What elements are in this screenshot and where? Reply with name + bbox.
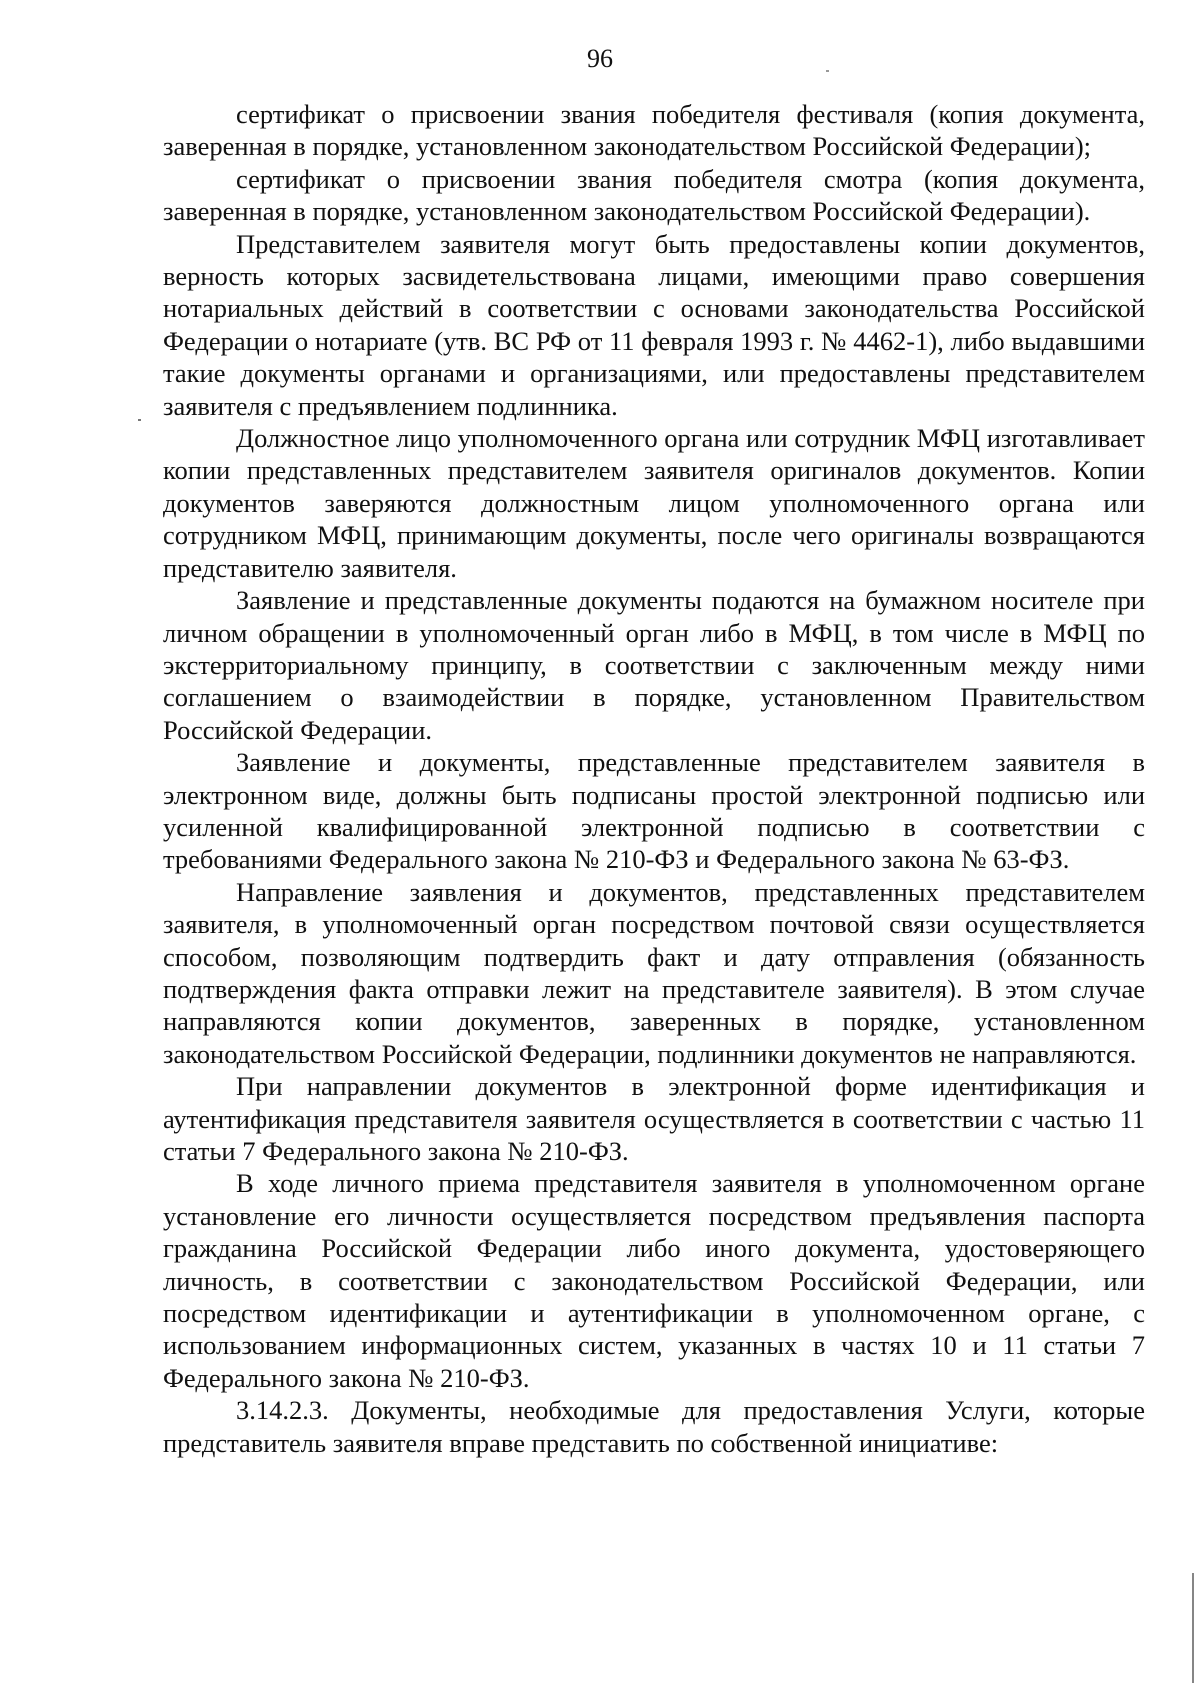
paragraph-electronic-signature: Заявление и документы, представленные представителем заявителя в электронном виде, должны быть подписаны простой электронной подписью или усиленной квалифицированной электронной подписью в соответствии с требованиями Федерального закона № 210-ФЗ и Федерального закона № 63-ФЗ. [163,747,1145,875]
paragraph-section-3-14-2-3: 3.14.2.3. Документы, необходимые для предоставления Услуги, которые представитель заявителя вправе представить по собственной инициативе: [163,1395,1145,1458]
paragraph-copy-certification: Должностное лицо уполномоченного органа или сотрудник МФЦ изготавливает копии представленных представителем заявителя оригиналов документов. Копии документов заверяются должностным лицом уполномоченного органа или сотрудником МФЦ, принимающим документы, после чего оригиналы возвращаются представителю заявителя. [163,423,1145,583]
scan-artifact-dot [826,70,829,72]
paragraph-postal-submission: Направление заявления и документов, представленных представителем заявителя, в уполномоченный орган посредством почтовой связи осуществляется способом, позволяющим подтвердить факт и дату отправления (обязанность подтверждения факта отправки лежит на представителе заявителя). В этом случае направляются копии документов, заверенных в порядке, установленном законодательством Российской Федерации, подлинники документов не направляются. [163,876,1145,1069]
paragraph-personal-reception: В ходе личного приема представителя заявителя в уполномоченном органе установление его личности осуществляется посредством предъявления паспорта гражданина Российской Федерации либо иного документа, удостоверяющего личность, в соответствии с законодательством Российской Федерации, или посредством идентификации и аутентификации в уполномоченном органе, с использованием информационных систем, указанных в частях 10 и 11 статьи 7 Федерального закона № 210-ФЗ. [163,1168,1145,1393]
paragraph-electronic-identification: При направлении документов в электронной форме идентификация и аутентификация представителя заявителя осуществляется в соответствии с частью 11 статьи 7 Федерального закона № 210-ФЗ. [163,1071,1145,1166]
paragraph-paper-submission: Заявление и представленные документы подаются на бумажном носителе при личном обращении в уполномоченный орган либо в МФЦ, в том числе в МФЦ по экстерриториальному принципу, в соответствии с заключенным между ними соглашением о взаимодействии в порядке, установленном Правительством Российской Федерации. [163,585,1145,745]
scan-artifact-edge-line [1192,1573,1194,1683]
paragraph-review-certificate: сертификат о присвоении звания победителя смотра (копия документа, заверенная в порядке, установленном законодательством Российской Федерации). [163,163,1145,227]
document-body [163,98,1145,1459]
paragraph-notarized-copies: Представителем заявителя могут быть предоставлены копии документов, верность которых засвидетельствована лицами, имеющими право совершения нотариальных действий в соответствии с основами законодательства Российской Федерации о нотариате (утв. ВС РФ от 11 февраля 1993 г. № 4462-1), либо выдавшими такие документы органами и организациями, или предоставлены представителем заявителя с предъявлением подлинника. [163,228,1145,421]
paragraph-festival-certificate: сертификат о присвоении звания победителя фестиваля (копия документа, заверенная в порядке, установленном законодательством Российской Федерации); [163,99,1145,162]
scan-artifact-dot [138,419,141,421]
page-number: 96 [587,44,613,73]
